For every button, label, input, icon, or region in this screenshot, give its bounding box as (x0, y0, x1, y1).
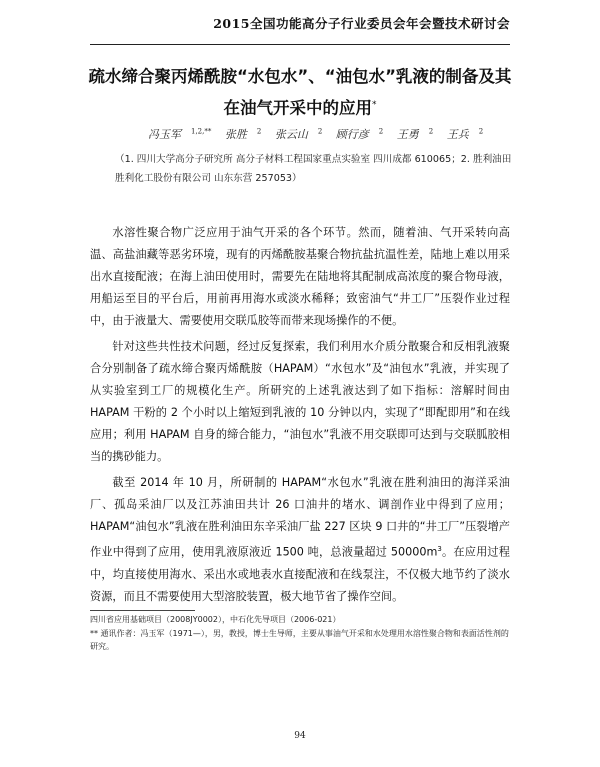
paper-title (82, 63, 518, 123)
author: 张云山 $^2$ (274, 127, 323, 141)
footnote-corresponding-author: ** 通讯作者：冯玉军（1971—），男，教授，博士生导师，主要从事油气开采和水处理用水溶性聚合物和表面活性剂的研究。 (90, 628, 509, 651)
title-line-2-text: 在油气开采中的应用 (223, 98, 372, 118)
page-number: 94 (294, 731, 306, 741)
title-line-2 (82, 91, 518, 123)
author: 王兵 $^2$ (446, 127, 484, 141)
author-list (148, 126, 493, 142)
abstract-body (90, 222, 510, 612)
footnotes (90, 613, 510, 654)
paragraph-1: 水溶性聚合物广泛应用于油气开采的各个环节。然而，随着油、气开采转向高温、高盐油藏等恶劣环境，现有的丙烯酰胺基聚合物抗盐抗温性差，陆地上难以用采出水直接配液；在海上油田使用时，需要先在陆地将其配制成高浓度的聚合物母液，用船运至目的平台后，用前再用海水或淡水稀释；致密油气“井工厂”压裂作业过程中，由于液量大、需要使用交联瓜胶等而带来现场操作的不便。 (90, 226, 510, 327)
author: 张胜 $^2$ (224, 127, 262, 141)
footnote-rule (90, 610, 195, 611)
running-head: 2015全国功能高分子行业委员会年会暨技术研讨会 (213, 16, 510, 31)
author: 王勇 $^2$ (396, 127, 434, 141)
title-footnote-mark: * (372, 100, 377, 110)
header-rule (90, 44, 510, 45)
affiliation: （1. 四川大学高分子研究所 高分子材料工程国家重点实验室 四川成都 610065；2. 胜利油田胜利化工股份有限公司 山东东营 257053） (115, 154, 512, 184)
paragraph-2: 针对这些共性技术问题，经过反复探索，我们利用水介质分散聚合和反相乳液聚合分别制备了疏水缔合聚丙烯酰胺（HAPAM）“水包水”及“油包水”乳液，并实现了从实验室到工厂的规模化生产。所研究的上述乳液达到了如下指标：溶解时间由 HAPAM 干粉的 2 个小时以上缩短到乳液的 10 分钟以内，实现了“即配即用”和在线应用；利用 HAPAM 自身的缔合能力，“油包水”乳液不用交联即可达到与交联胍胶相当的携砂能力。 (90, 340, 510, 463)
author: 顾行彦 $^2$ (335, 127, 384, 141)
title-line-1: 疏水缔合聚丙烯酰胺“水包水”、“油包水”乳液的制备及其 (88, 67, 512, 86)
author: 冯玉军 $^{1,2,**}$ (148, 127, 212, 141)
paragraph-3: 截至 2014 年 10 月，所研制的 HAPAM“水包水”乳液在胜利油田的海洋采油厂、孤岛采油厂以及江苏油田共计 26 口油井的堵水、调剖作业中得到了应用；HAPAM“油包水”乳液在胜利油田东辛采油厂盐 227 区块 9 口井的“井工厂”压裂增产作业中得到了应用，使用乳液原液近 1500 吨，总液量超过 $50000m^3$。在应用过程中，均直接使用海水、采出水或地表水直接配液和在线泵注，不仅极大地节约了淡水资源，而且不需要使用大型溶胶装置，极大地节省了操作空间。 (90, 476, 510, 603)
footnote-funding: 四川省应用基础项目（2008JY0002），中石化先导项目（2006-021） (90, 615, 341, 624)
